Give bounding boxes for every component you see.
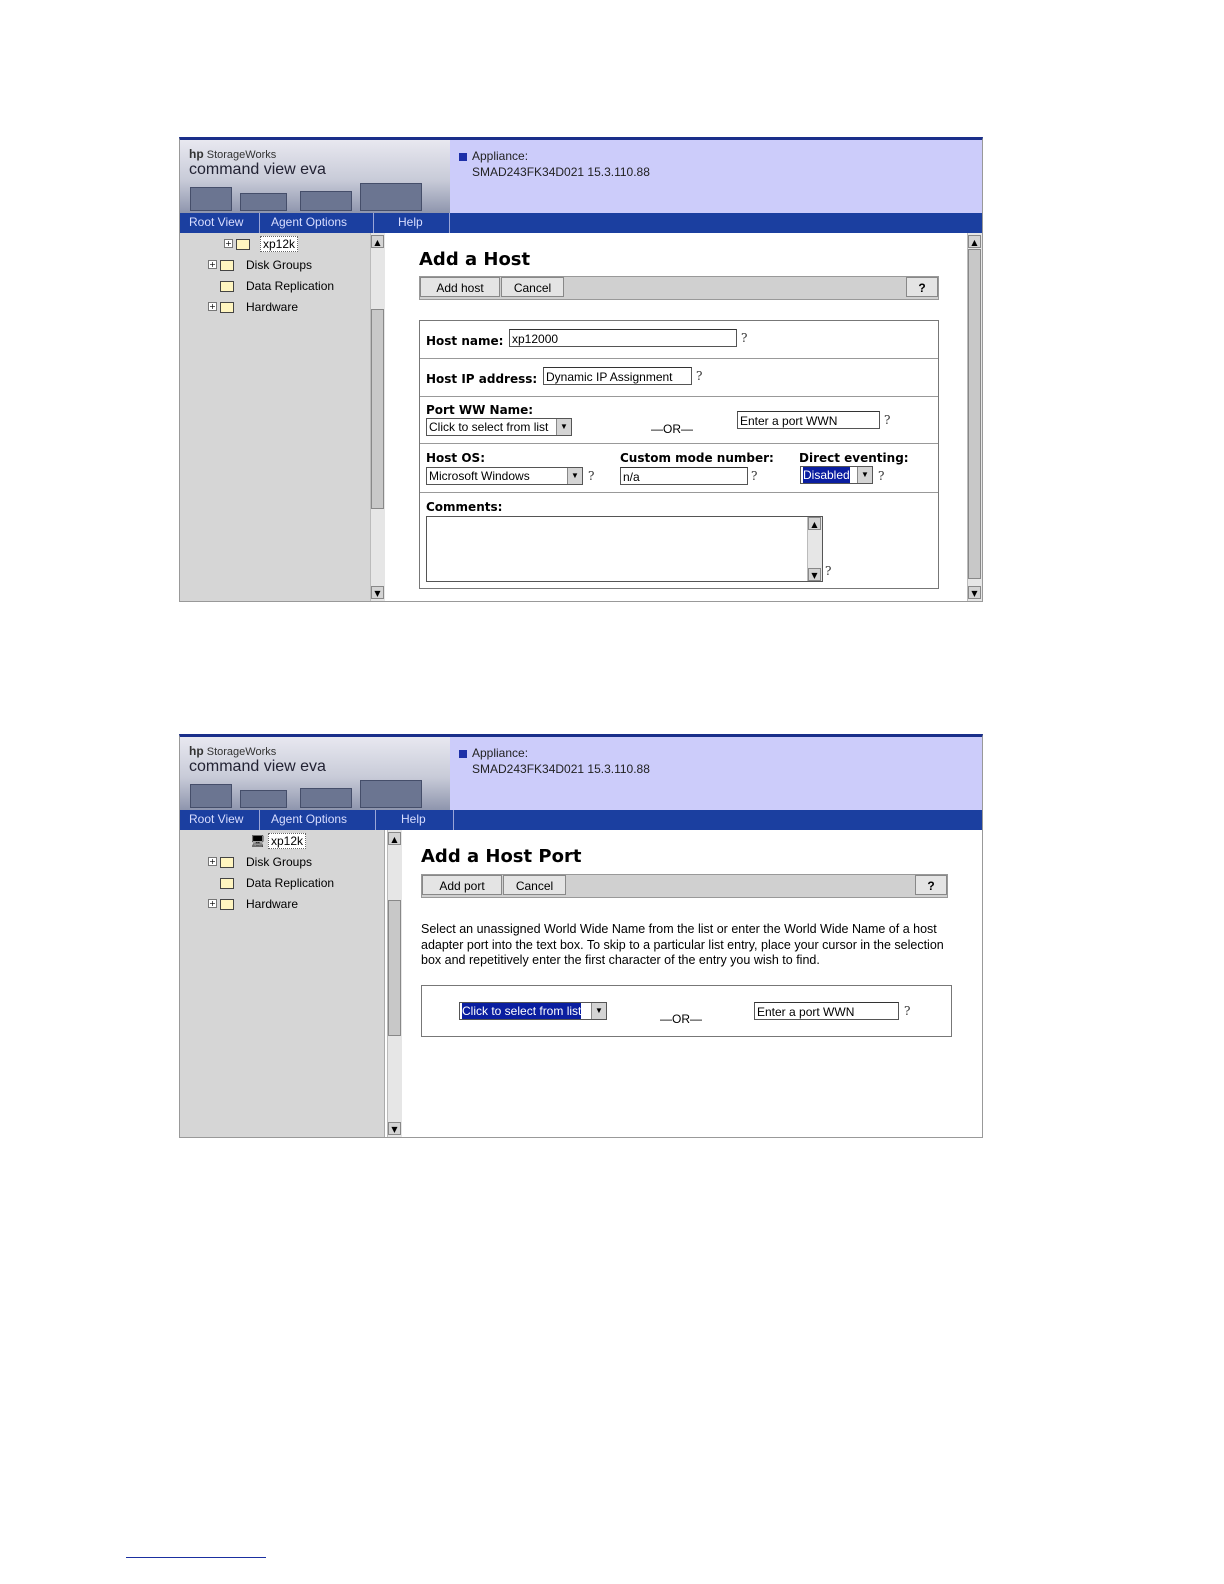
hp-logo-banner: [180, 140, 450, 213]
navigation-tree: [180, 830, 398, 1137]
navigation-tree: [180, 233, 385, 601]
toolbar: [421, 874, 948, 898]
host-name-label: Host name:: [426, 334, 504, 348]
divider: [420, 492, 938, 493]
port-wwn-field[interactable]: Enter a port WWN: [754, 1002, 899, 1020]
appliance-panel: [450, 737, 982, 810]
appliance-value: SMAD243FK34D021 15.3.110.88: [472, 762, 650, 776]
chevron-down-icon[interactable]: ▼: [556, 419, 571, 435]
brand: hp StorageWorks: [189, 147, 277, 161]
folder-icon: [236, 239, 250, 250]
expand-icon[interactable]: +: [209, 857, 216, 866]
custom-mode-label: Custom mode number:: [620, 451, 774, 465]
port-wwn-field[interactable]: Enter a port WWN: [737, 411, 880, 429]
folder-icon: [220, 281, 234, 292]
content-pane: [402, 233, 964, 601]
tree-scrollbar[interactable]: [370, 233, 385, 601]
add-host-port-window: [179, 734, 983, 1138]
rack-image: [240, 790, 287, 808]
rack-image: [300, 788, 352, 808]
expand-icon[interactable]: +: [209, 899, 216, 908]
nav-root-view[interactable]: Root View: [189, 812, 244, 826]
port-ww-name-label: Port WW Name:: [426, 403, 534, 417]
nav-help[interactable]: Help: [398, 215, 423, 229]
host-name-field[interactable]: xp12000: [509, 329, 737, 347]
folder-icon: [220, 857, 234, 868]
chevron-down-icon[interactable]: ▼: [567, 468, 582, 484]
or-separator: —OR—: [660, 1012, 702, 1026]
square-icon: [459, 750, 467, 758]
ip-label: Host IP address:: [426, 372, 538, 386]
folder-icon: [220, 899, 234, 910]
product-name: command view eva: [189, 161, 326, 178]
direct-eventing-select[interactable]: Disabled ▼: [800, 466, 873, 484]
add-host-button[interactable]: Add host: [420, 277, 500, 297]
tree-item-data-replication[interactable]: Data Replication: [246, 876, 335, 890]
comments-label: Comments:: [426, 500, 503, 514]
add-port-button[interactable]: Add port: [422, 875, 502, 895]
rack-image: [190, 187, 232, 211]
rack-image: [360, 183, 422, 211]
divider: [420, 396, 938, 397]
scroll-down-icon[interactable]: ▼: [808, 568, 821, 581]
scroll-down-icon[interactable]: ▼: [388, 1122, 401, 1135]
or-separator: —OR—: [651, 422, 693, 436]
divider: [420, 358, 938, 359]
nav-bar: [180, 213, 982, 233]
scroll-thumb[interactable]: [968, 249, 981, 579]
add-host-form: [419, 320, 939, 589]
instructions-text: Select an unassigned World Wide Name from the list or enter the World Wide Name of a host adapter port into the text box. To skip to a particular list entry, place your cursor in the selection box and repetitively enter the first character of the entry you wish to find.: [421, 922, 944, 967]
divider: [420, 443, 938, 444]
page-title: Add a Host: [419, 249, 531, 270]
nav-help[interactable]: Help: [401, 812, 426, 826]
scroll-down-icon[interactable]: ▼: [968, 586, 981, 599]
rack-image: [190, 784, 232, 808]
help-icon[interactable]: ?: [741, 331, 748, 345]
cancel-button[interactable]: Cancel: [501, 277, 564, 297]
content-scrollbar[interactable]: [967, 233, 982, 601]
appliance-value: SMAD243FK34D021 15.3.110.88: [472, 165, 650, 179]
scroll-thumb[interactable]: [371, 309, 384, 509]
expand-icon[interactable]: +: [209, 302, 216, 311]
tree-item-xp12k[interactable]: xp12k: [268, 834, 306, 848]
tree-item-disk-groups[interactable]: Disk Groups: [246, 855, 313, 869]
rack-image: [300, 191, 352, 211]
scroll-down-icon[interactable]: ▼: [371, 586, 384, 599]
appliance-label: Appliance:: [472, 149, 529, 163]
square-icon: [459, 153, 467, 161]
tree-scrollbar[interactable]: [387, 830, 402, 1137]
nav-agent-options[interactable]: Agent Options: [271, 812, 348, 826]
help-icon[interactable]: ?: [588, 469, 595, 483]
nav-bar: [180, 810, 982, 830]
chevron-down-icon[interactable]: ▼: [591, 1003, 606, 1019]
scroll-up-icon[interactable]: ▲: [371, 235, 384, 248]
tree-item-xp12k[interactable]: xp12k: [260, 237, 298, 251]
toolbar: [419, 276, 939, 300]
chevron-down-icon[interactable]: ▼: [857, 467, 872, 483]
content-pane: [404, 830, 982, 1137]
tree-item-hardware[interactable]: Hardware: [246, 300, 299, 314]
help-icon[interactable]: ?: [904, 1004, 911, 1018]
folder-icon: [220, 260, 234, 271]
rack-image: [360, 780, 422, 808]
scroll-up-icon[interactable]: ▲: [968, 235, 981, 248]
host-os-label: Host OS:: [426, 451, 485, 465]
direct-eventing-label: Direct eventing:: [799, 451, 909, 465]
expand-icon[interactable]: +: [225, 239, 232, 248]
hp-logo-banner: [180, 737, 450, 810]
host-os-select[interactable]: Microsoft Windows ▼: [426, 467, 583, 485]
scroll-up-icon[interactable]: ▲: [808, 517, 821, 530]
scroll-up-icon[interactable]: ▲: [388, 832, 401, 845]
help-icon[interactable]: ?: [751, 469, 758, 483]
comments-textarea[interactable]: [426, 516, 823, 582]
computer-icon: 🖥: [250, 834, 266, 848]
product-name: command view eva: [189, 758, 326, 775]
expand-icon[interactable]: +: [209, 260, 216, 269]
page-title: Add a Host Port: [421, 846, 582, 867]
port-select[interactable]: Click to select from list ▼: [426, 418, 572, 436]
tree-item-disk-groups[interactable]: Disk Groups: [246, 258, 313, 272]
nav-root-view[interactable]: Root View: [189, 215, 244, 229]
help-icon[interactable]: ?: [825, 564, 832, 578]
appliance-panel: [450, 140, 982, 213]
nav-agent-options[interactable]: Agent Options: [271, 215, 348, 229]
help-icon[interactable]: ?: [878, 469, 885, 483]
brand: hp StorageWorks: [189, 744, 277, 758]
port-select[interactable]: Click to select from list ▼: [459, 1002, 607, 1020]
folder-icon: [220, 302, 234, 313]
folder-icon: [220, 878, 234, 889]
textarea-scrollbar[interactable]: [807, 517, 822, 581]
rack-image: [240, 193, 287, 211]
help-button[interactable]: ?: [906, 277, 938, 297]
port-form: [421, 985, 952, 1037]
tree-item-data-replication[interactable]: Data Replication: [246, 279, 335, 293]
ip-field[interactable]: Dynamic IP Assignment: [543, 367, 692, 385]
appliance-label: Appliance:: [472, 746, 529, 760]
add-host-window: [179, 137, 983, 602]
footnote-rule: [126, 1557, 266, 1558]
help-icon[interactable]: ?: [884, 413, 891, 427]
custom-mode-field[interactable]: n/a: [620, 467, 748, 485]
tree-item-hardware[interactable]: Hardware: [246, 897, 299, 911]
help-button[interactable]: ?: [915, 875, 947, 895]
cancel-button[interactable]: Cancel: [503, 875, 566, 895]
help-icon[interactable]: ?: [696, 369, 703, 383]
scroll-thumb[interactable]: [388, 900, 401, 1036]
